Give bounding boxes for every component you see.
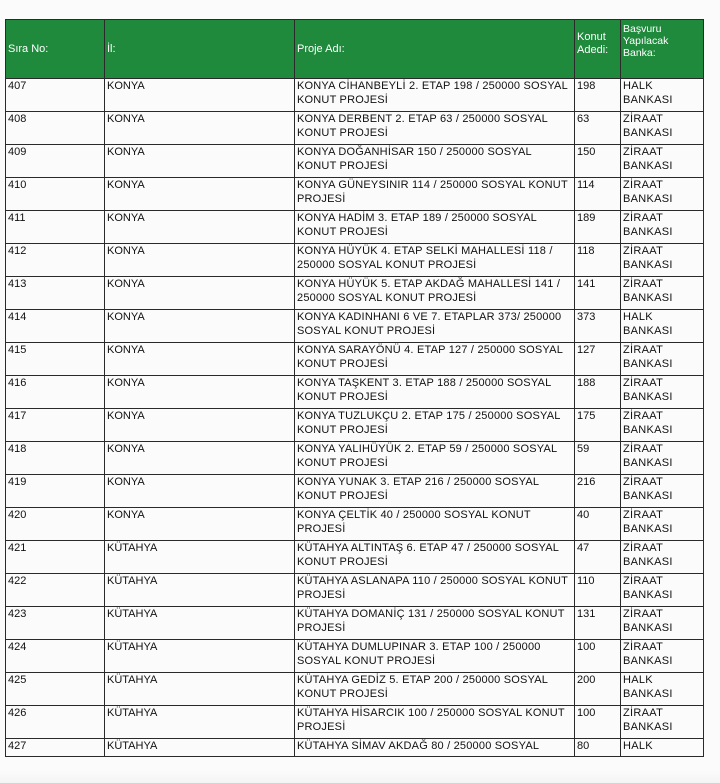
cell-il: KONYA [105, 145, 295, 178]
cell-banka: HALK BANKASI [621, 79, 704, 112]
cell-konut-adedi: 141 [575, 277, 621, 310]
cell-sira-no: 411 [6, 211, 105, 244]
cell-proje-adi: KONYA HADİM 3. ETAP 189 / 250000 SOSYAL KONUT PROJESİ [295, 211, 575, 244]
cell-konut-adedi: 131 [575, 607, 621, 640]
table-row [6, 310, 704, 343]
cell-sira-no: 424 [6, 640, 105, 673]
cell-konut-adedi: 216 [575, 475, 621, 508]
cell-sira-no: 423 [6, 607, 105, 640]
cell-banka: ZİRAAT BANKASI [621, 409, 704, 442]
table-header [6, 20, 704, 79]
table-row [6, 607, 704, 640]
cell-konut-adedi: 188 [575, 376, 621, 409]
cell-banka: HALK BANKASI [621, 310, 704, 343]
cell-konut-adedi: 63 [575, 112, 621, 145]
table-body [6, 79, 704, 757]
cell-sira-no: 427 [6, 739, 105, 757]
cell-proje-adi: KÜTAHYA GEDİZ 5. ETAP 200 / 250000 SOSYAL KONUT PROJESİ [295, 673, 575, 706]
cell-banka: ZİRAAT BANKASI [621, 508, 704, 541]
cell-proje-adi: KÜTAHYA HİSARCIK 100 / 250000 SOSYAL KONUT PROJESİ [295, 706, 575, 739]
table-row [6, 673, 704, 706]
cell-konut-adedi: 189 [575, 211, 621, 244]
header-row [6, 20, 704, 79]
cell-il: KONYA [105, 508, 295, 541]
cell-sira-no: 425 [6, 673, 105, 706]
cell-banka: ZİRAAT BANKASI [621, 277, 704, 310]
cell-banka: ZİRAAT BANKASI [621, 112, 704, 145]
table-row [6, 574, 704, 607]
cell-proje-adi: KONYA DOĞANHİSAR 150 / 250000 SOSYAL KONUT PROJESİ [295, 145, 575, 178]
table-row [6, 112, 704, 145]
table-row [6, 211, 704, 244]
table-row [6, 541, 704, 574]
table-row [6, 706, 704, 739]
cell-proje-adi: KÜTAHYA DOMANİÇ 131 / 250000 SOSYAL KONUT PROJESİ [295, 607, 575, 640]
cell-proje-adi: KÜTAHYA ASLANAPA 110 / 250000 SOSYAL KONUT PROJESİ [295, 574, 575, 607]
cell-sira-no: 417 [6, 409, 105, 442]
cell-konut-adedi: 175 [575, 409, 621, 442]
table-row [6, 508, 704, 541]
cell-proje-adi: KONYA HÜYÜK 4. ETAP SELKİ MAHALLESİ 118 / 250000 SOSYAL KONUT PROJESİ [295, 244, 575, 277]
cell-sira-no: 409 [6, 145, 105, 178]
header-il: İl: [105, 20, 295, 79]
cell-il: KÜTAHYA [105, 739, 295, 757]
header-banka: Başvuru Yapılacak Banka: [621, 20, 704, 79]
cell-il: KONYA [105, 409, 295, 442]
table-row [6, 640, 704, 673]
cell-il: KONYA [105, 112, 295, 145]
header-proje-adi: Proje Adı: [295, 20, 575, 79]
cell-il: KONYA [105, 211, 295, 244]
cell-konut-adedi: 198 [575, 79, 621, 112]
header-konut-adedi: Konut Adedi: [575, 20, 621, 79]
cell-banka: ZİRAAT BANKASI [621, 376, 704, 409]
cell-sira-no: 410 [6, 178, 105, 211]
table-row [6, 277, 704, 310]
cell-sira-no: 422 [6, 574, 105, 607]
cell-proje-adi: KONYA YUNAK 3. ETAP 216 / 250000 SOSYAL KONUT PROJESİ [295, 475, 575, 508]
cell-il: KONYA [105, 442, 295, 475]
cell-il: KONYA [105, 310, 295, 343]
cell-sira-no: 420 [6, 508, 105, 541]
cell-sira-no: 418 [6, 442, 105, 475]
cell-banka: ZİRAAT BANKASI [621, 607, 704, 640]
cell-proje-adi: KONYA SARAYÖNÜ 4. ETAP 127 / 250000 SOSYAL KONUT PROJESİ [295, 343, 575, 376]
cell-sira-no: 412 [6, 244, 105, 277]
cell-proje-adi: KONYA KADINHANI 6 VE 7. ETAPLAR 373/ 250000 SOSYAL KONUT PROJESİ [295, 310, 575, 343]
cell-il: KONYA [105, 244, 295, 277]
cell-il: KONYA [105, 343, 295, 376]
cell-banka: ZİRAAT BANKASI [621, 145, 704, 178]
cell-proje-adi: KONYA DERBENT 2. ETAP 63 / 250000 SOSYAL KONUT PROJESİ [295, 112, 575, 145]
cell-proje-adi: KONYA TAŞKENT 3. ETAP 188 / 250000 SOSYAL KONUT PROJESİ [295, 376, 575, 409]
cell-konut-adedi: 80 [575, 739, 621, 757]
cell-konut-adedi: 47 [575, 541, 621, 574]
table-row [6, 145, 704, 178]
cell-konut-adedi: 200 [575, 673, 621, 706]
cell-banka: ZİRAAT BANKASI [621, 244, 704, 277]
cell-il: KONYA [105, 79, 295, 112]
table-row [6, 442, 704, 475]
cell-banka: ZİRAAT BANKASI [621, 178, 704, 211]
cell-banka: ZİRAAT BANKASI [621, 574, 704, 607]
cell-proje-adi: KONYA HÜYÜK 5. ETAP AKDAĞ MAHALLESİ 141 / 250000 SOSYAL KONUT PROJESİ [295, 277, 575, 310]
cell-il: KÜTAHYA [105, 640, 295, 673]
cell-banka: ZİRAAT BANKASI [621, 475, 704, 508]
cell-il: KÜTAHYA [105, 673, 295, 706]
table-row [6, 178, 704, 211]
cell-il: KONYA [105, 277, 295, 310]
cell-proje-adi: KÜTAHYA SİMAV AKDAĞ 80 / 250000 SOSYAL [295, 739, 575, 757]
cell-proje-adi: KÜTAHYA ALTINTAŞ 6. ETAP 47 / 250000 SOSYAL KONUT PROJESİ [295, 541, 575, 574]
cell-il: KÜTAHYA [105, 574, 295, 607]
cell-banka: HALK BANKASI [621, 673, 704, 706]
cell-il: KONYA [105, 475, 295, 508]
cell-il: KONYA [105, 178, 295, 211]
cell-konut-adedi: 127 [575, 343, 621, 376]
cell-konut-adedi: 100 [575, 640, 621, 673]
cell-proje-adi: KONYA CİHANBEYLİ 2. ETAP 198 / 250000 SOSYAL KONUT PROJESİ [295, 79, 575, 112]
cell-banka: ZİRAAT BANKASI [621, 706, 704, 739]
cell-konut-adedi: 118 [575, 244, 621, 277]
cell-banka: ZİRAAT BANKASI [621, 343, 704, 376]
cell-konut-adedi: 100 [575, 706, 621, 739]
table-row [6, 475, 704, 508]
cell-sira-no: 415 [6, 343, 105, 376]
cell-sira-no: 414 [6, 310, 105, 343]
cell-il: KÜTAHYA [105, 541, 295, 574]
cell-konut-adedi: 373 [575, 310, 621, 343]
cell-il: KÜTAHYA [105, 607, 295, 640]
cell-proje-adi: KONYA GÜNEYSINIR 114 / 250000 SOSYAL KONUT PROJESİ [295, 178, 575, 211]
table-row [6, 79, 704, 112]
cell-sira-no: 408 [6, 112, 105, 145]
cell-banka: HALK [621, 739, 704, 757]
cell-banka: ZİRAAT BANKASI [621, 211, 704, 244]
housing-projects-table [5, 19, 704, 757]
cell-konut-adedi: 40 [575, 508, 621, 541]
cell-proje-adi: KONYA ÇELTİK 40 / 250000 SOSYAL KONUT PROJESİ [295, 508, 575, 541]
cell-proje-adi: KONYA YALIHÜYÜK 2. ETAP 59 / 250000 SOSYAL KONUT PROJESİ [295, 442, 575, 475]
cell-proje-adi: KÜTAHYA DUMLUPINAR 3. ETAP 100 / 250000 SOSYAL KONUT PROJESİ [295, 640, 575, 673]
cell-il: KÜTAHYA [105, 706, 295, 739]
cell-konut-adedi: 114 [575, 178, 621, 211]
cell-banka: ZİRAAT BANKASI [621, 442, 704, 475]
cell-sira-no: 416 [6, 376, 105, 409]
table-row [6, 409, 704, 442]
table-row [6, 376, 704, 409]
header-sira-no: Sıra No: [6, 20, 105, 79]
cell-sira-no: 413 [6, 277, 105, 310]
cell-konut-adedi: 110 [575, 574, 621, 607]
cell-sira-no: 421 [6, 541, 105, 574]
cell-konut-adedi: 59 [575, 442, 621, 475]
cell-sira-no: 426 [6, 706, 105, 739]
cell-sira-no: 419 [6, 475, 105, 508]
table-row [6, 343, 704, 376]
table-row [6, 244, 704, 277]
cell-banka: ZİRAAT BANKASI [621, 541, 704, 574]
cell-konut-adedi: 150 [575, 145, 621, 178]
page-bottom-fade [0, 771, 720, 783]
cell-banka: ZİRAAT BANKASI [621, 640, 704, 673]
table-row [6, 739, 704, 757]
cell-proje-adi: KONYA TUZLUKÇU 2. ETAP 175 / 250000 SOSYAL KONUT PROJESİ [295, 409, 575, 442]
cell-sira-no: 407 [6, 79, 105, 112]
cell-il: KONYA [105, 376, 295, 409]
